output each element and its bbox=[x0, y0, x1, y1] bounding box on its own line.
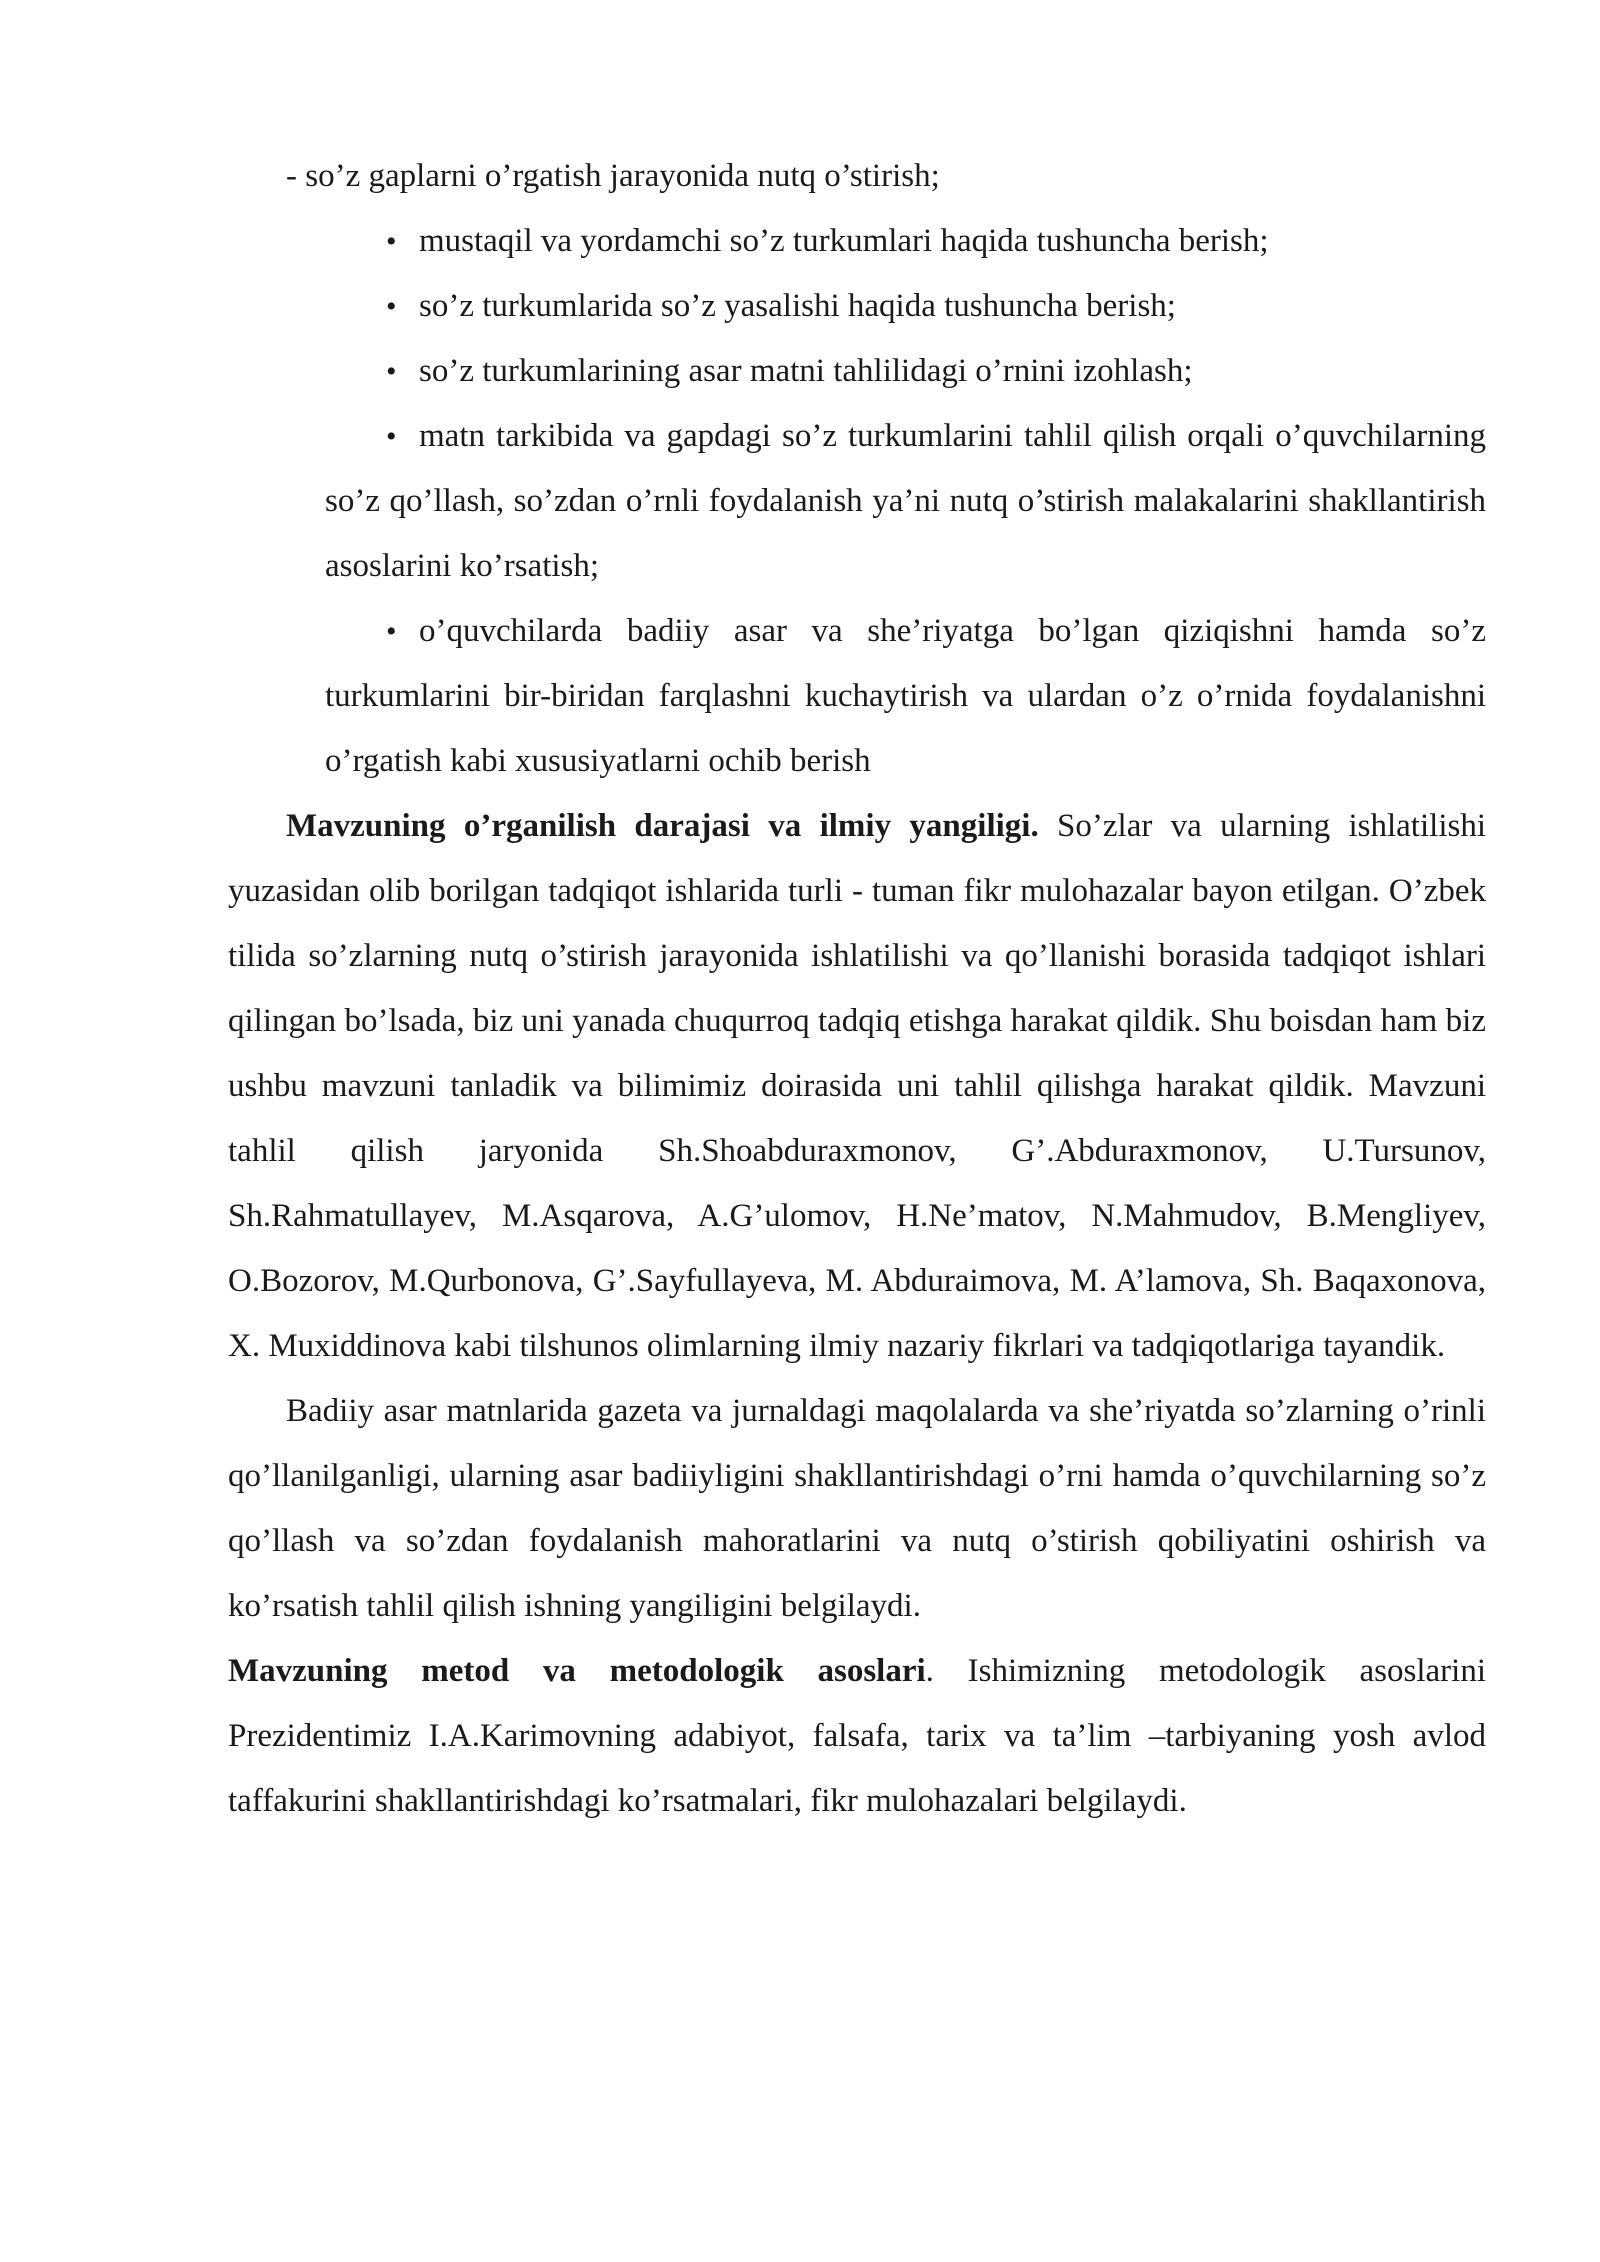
text-column bbox=[228, 144, 1486, 1834]
list-item: • matn tarkibida va gapdagi so’z turkumlarini tahlil qilish orqali o’quvchilarning so’z qo’llash, so’zdan o’rnli foydalanish ya’ni nutq o’stirish malakalarini shakllantirish asoslarini ko’rsatish; bbox=[228, 404, 1486, 599]
list-item: • o’quvchilarda badiiy asar va she’riyatga bo’lgan qiziqishni hamda so’z turkumlarini bir-biridan farqlashni kuchaytirish va ulardan o’z o’rnida foydalanishni o’rgatish kabi xususiyatlarni ochib berish bbox=[228, 599, 1486, 794]
goals-list bbox=[228, 209, 1486, 794]
paragraph-novelty: Badiiy asar matnlarida gazeta va jurnaldagi maqolalarda va she’riyatda so’zlarning o’rinli qo’llanilganligi, ularning asar badiiyligini shakllantirishdagi o’rni hamda o’quvchilarning so’z qo’llash va so’zdan foydalanish mahoratlarini va nutq o’stirish qobiliyatini oshirish va ko’rsatish tahlil qilish ishning yangiligini belgilaydi. bbox=[228, 1393, 1486, 1624]
list-item: • so’z turkumlarining asar matni tahlilidagi o’rnini izohlash; bbox=[228, 339, 1486, 404]
list-item: • mustaqil va yordamchi so’z turkumlari haqida tushuncha berish; bbox=[228, 209, 1486, 274]
list-item: • so’z turkumlarida so’z yasalishi haqida tushuncha berish; bbox=[228, 274, 1486, 339]
intro-line: - so’z gaplarni o’rgatish jarayonida nutq o’stirish; bbox=[286, 158, 940, 194]
section-methodology bbox=[228, 1639, 1486, 1834]
section-heading: Mavzuning o’rganilish darajasi va ilmiy yangiligi. bbox=[286, 808, 1039, 844]
section-body: . Ishimizning metodologik asoslarini Prezidentimiz I.A.Karimovning adabiyot, falsafa, tarix va ta’lim –tarbiyaning yosh avlod taffakurini shakllantirishdagi ko’rsatmalari, fikr mulohazalari belgilaydi. bbox=[228, 1653, 1486, 1819]
section-heading: Mavzuning metod va metodologik asoslari bbox=[228, 1653, 926, 1689]
section-body: So’zlar va ularning ishlatilishi yuzasidan olib borilgan tadqiqot ishlarida turli - tuman fikr mulohazalar bayon etilgan. O’zbek tilida so’zlarning nutq o’stirish jarayonida ishlatilishi va qo’llanishi borasida tadqiqot ishlari qilingan bo’lsada, biz uni yanada chuqurroq tadqiq etishga harakat qildik. Shu boisdan ham biz ushbu mavzuni tanladik va bilimimiz doirasida uni tahlil qilishga harakat qildik. Mavzuni tahlil qilish jaryonida Sh.Shoabduraxmonov, G’.Abduraxmonov, U.Tursunov, Sh.Rahmatullayev, M.Asqarova, A.G’ulomov, H.Ne’matov, N.Mahmudov, B.Mengliyev, O.Bozorov, M.Qurbonova, G’.Sayfullayeva, M. Abduraimova, M. A’lamova, Sh. Baqaxonova, X. Muxiddinova kabi tilshunos olimlarning ilmiy nazariy fikrlari va tadqiqotlariga tayandik. bbox=[228, 808, 1486, 1364]
section-study-level bbox=[228, 794, 1486, 1379]
